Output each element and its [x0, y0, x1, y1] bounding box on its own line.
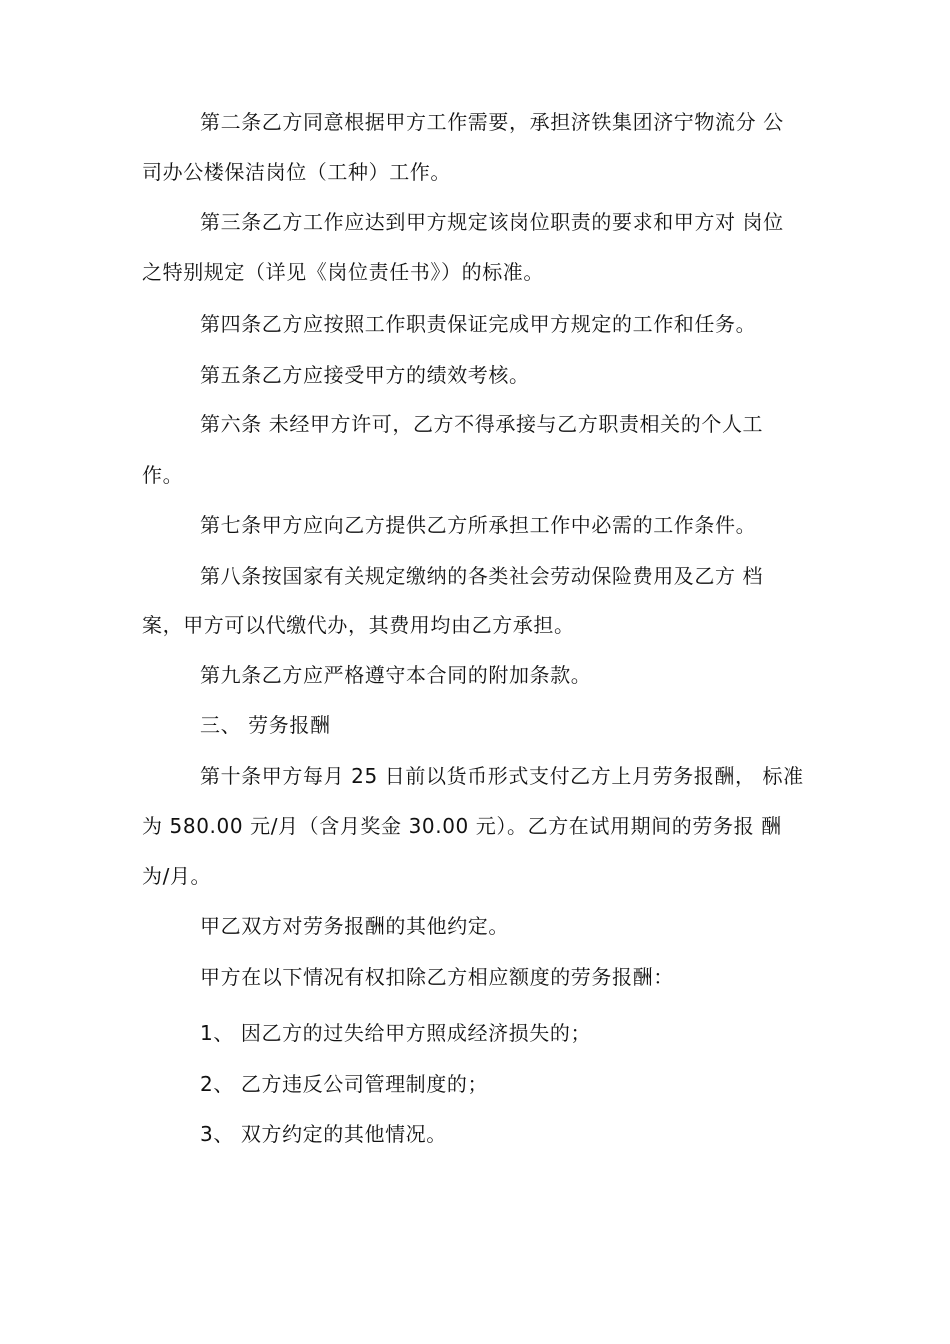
text-line: 为/月。 [142, 864, 212, 888]
text-line: 第六条 未经甲方许可，乙方不得承接与乙方职责相关的个人工 [200, 412, 764, 436]
text-line: 第九条乙方应严格遵守本合同的附加条款。 [200, 663, 592, 687]
text-line: 第七条甲方应向乙方提供乙方所承担工作中必需的工作条件。 [200, 513, 757, 537]
list-item: 1、 因乙方的过失给甲方照成经济损失的； [200, 1021, 592, 1045]
text-line: 第四条乙方应按照工作职责保证完成甲方规定的工作和任务。 [200, 312, 757, 336]
text-line: 甲乙双方对劳务报酬的其他约定。 [200, 914, 509, 938]
text-line: 第五条乙方应接受甲方的绩效考核。 [200, 363, 530, 387]
text-line: 案，甲方可以代缴代办，其费用均由乙方承担。 [142, 613, 575, 637]
text-line: 之特别规定（详见《岗位责任书》）的标准。 [142, 260, 544, 284]
text-line: 第八条按国家有关规定缴纳的各类社会劳动保险费用及乙方 档 [200, 564, 764, 588]
text-line: 第十条甲方每月 25 日前以货币形式支付乙方上月劳务报酬， 标准 [200, 764, 804, 788]
text-line: 为 580.00 元/月（含月奖金 30.00 元）。乙方在试用期间的劳务报 酬 [142, 814, 782, 838]
text-line: 第三条乙方工作应达到甲方规定该岗位职责的要求和甲方对 岗位 [200, 210, 784, 234]
text-line: 作。 [142, 463, 184, 487]
section-heading: 三、 劳务报酬 [200, 713, 331, 737]
list-item: 3、 双方约定的其他情况。 [200, 1122, 447, 1146]
text-line: 司办公楼保洁岗位（工种）工作。 [142, 160, 451, 184]
text-line: 第二条乙方同意根据甲方工作需要，承担济铁集团济宁物流分 公 [200, 110, 784, 134]
text-line: 甲方在以下情况有权扣除乙方相应额度的劳务报酬： [200, 965, 674, 989]
list-item: 2、 乙方违反公司管理制度的； [200, 1072, 489, 1096]
